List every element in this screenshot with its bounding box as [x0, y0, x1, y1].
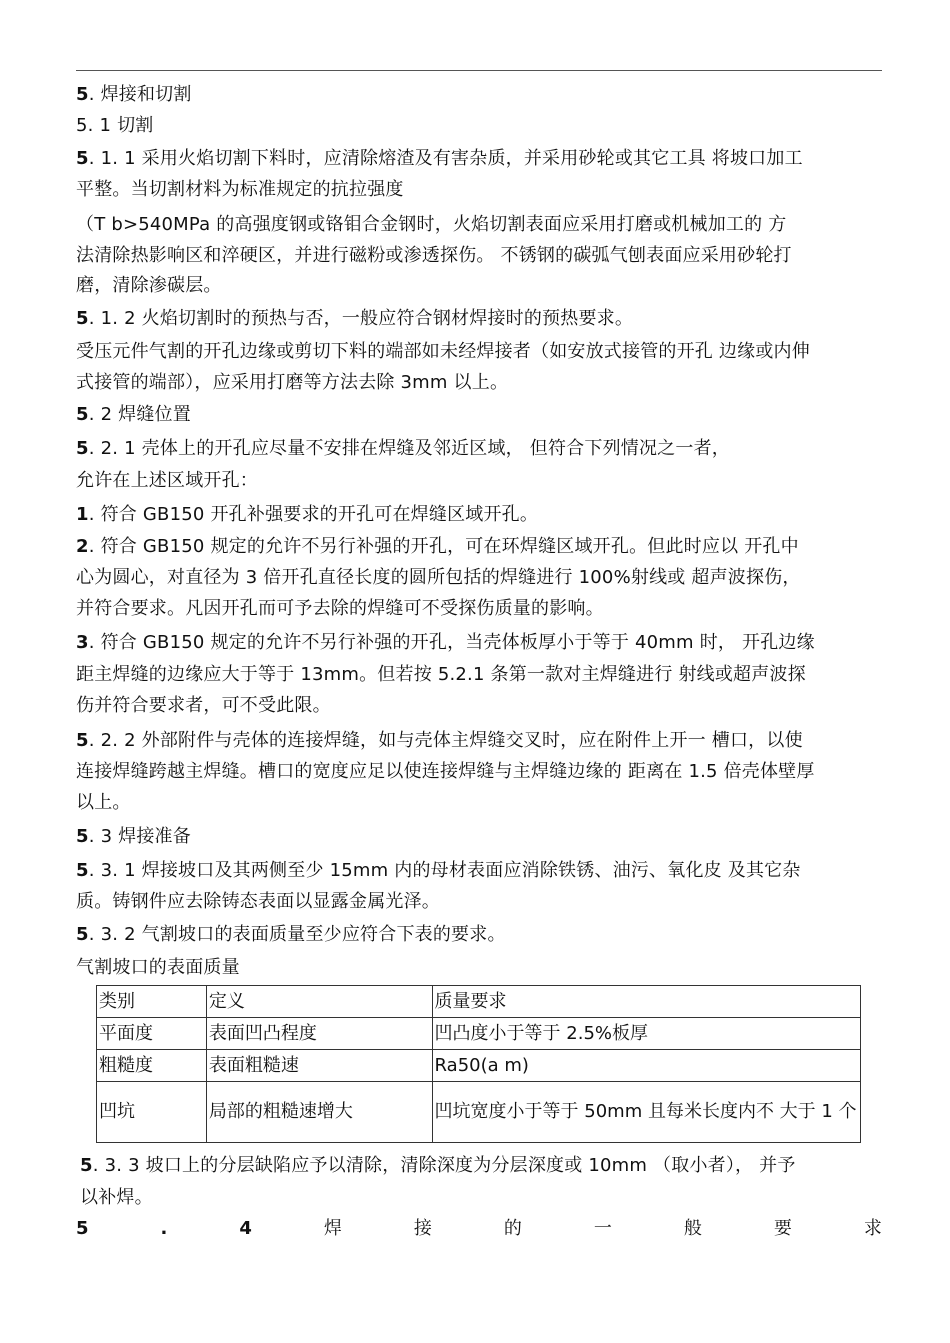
heading-char: 焊 — [323, 1218, 342, 1239]
cut-surface-quality-table — [96, 985, 861, 1143]
clause-5-1-1: 5. 1. 1 采用火焰切割下料时，应清除熔渣及有害杂质，并采用砂轮或其它工具 将坡口加工 — [76, 148, 803, 169]
heading-char: 般 — [683, 1218, 702, 1239]
text-line: 距主焊缝的边缘应大于等于 13mm。但若按 5.2.1 条第一款对主焊缝进行 射线或超声波探 — [76, 664, 806, 685]
clause-5-1-2: 5. 1. 2 火焰切割时的预热与否，一般应符合钢材焊接时的预热要求。 — [76, 308, 634, 329]
item-1: 1. 符合 GB150 开孔补强要求的开孔可在焊缝区域开孔。 — [76, 504, 539, 525]
clause-5-2-2: 5. 2. 2 外部附件与壳体的连接焊缝，如与壳体主焊缝交叉时，应在附件上开一 槽口，以使 — [76, 730, 803, 751]
heading-char: 一 — [593, 1218, 612, 1239]
heading-char: 的 — [503, 1218, 522, 1239]
table-cell: 平面度 — [97, 1018, 207, 1050]
text-line: 磨，清除渗碳层。 — [76, 275, 222, 296]
text-line: 质。铸钢件应去除铸态表面以显露金属光泽。 — [76, 891, 440, 912]
table-cell: 粗糙度 — [97, 1050, 207, 1082]
text-line: 连接焊缝跨越主焊缝。槽口的宽度应足以使连接焊缝与主焊缝边缘的 距离在 1.5 倍壳体壁厚 — [76, 761, 815, 782]
heading-char: 求 — [863, 1218, 882, 1239]
text-line: 以补焊。 — [80, 1187, 153, 1208]
heading-5-3: 5. 3 焊接准备 — [76, 826, 191, 847]
text-line: 心为圆心，对直径为 3 倍开孔直径长度的圆所包括的焊缝进行 100%射线或 超声波探伤， — [76, 567, 801, 588]
table-cell: 表面粗糙速 — [206, 1050, 432, 1082]
item-3: 3. 符合 GB150 规定的允许不另行补强的开孔，当壳体板厚小于等于 40mm 时， 开孔边缘 — [76, 632, 815, 653]
table-row — [97, 1050, 861, 1082]
text-line: 并符合要求。凡因开孔而可予去除的焊缝可不受探伤质量的影响。 — [76, 598, 604, 619]
heading-5-2: 5. 2 焊缝位置 — [76, 404, 191, 425]
text-line: （T b>540MPa 的高强度钢或铬钼合金钢时，火焰切割表面应采用打磨或机械加工的 方 — [76, 214, 787, 235]
heading-char: 要 — [773, 1218, 792, 1239]
text-line: 平整。当切割材料为标准规定的抗拉强度 — [76, 179, 404, 200]
text-line: 法清除热影响区和淬硬区，并进行磁粉或渗透探伤。 不锈钢的碳弧气刨表面应采用砂轮打 — [76, 245, 792, 266]
table-caption: 气割坡口的表面质量 — [76, 957, 240, 978]
clause-5-3-1: 5. 3. 1 焊接坡口及其两侧至少 15mm 内的母材表面应消除铁锈、油污、氧化皮 及其它杂 — [76, 860, 801, 881]
text-line: 受压元件气割的开孔边缘或剪切下料的端部如未经焊接者（如安放式接管的开孔 边缘或内伸 — [76, 341, 810, 362]
clause-5-3-2: 5. 3. 2 气割坡口的表面质量至少应符合下表的要求。 — [76, 924, 506, 945]
table-row — [97, 1082, 861, 1143]
header-rule — [76, 70, 882, 71]
table-row — [97, 1018, 861, 1050]
heading-5-4 — [76, 1216, 882, 1242]
heading-5: 5. 焊接和切割 — [76, 84, 192, 105]
heading-5-1: 5. 1 切割 — [76, 115, 154, 136]
table-cell: 凹坑 — [97, 1082, 207, 1143]
clause-5-3-3: 5. 3. 3 坡口上的分层缺陷应予以清除，清除深度为分层深度或 10mm （取小者）， 并予 — [80, 1155, 796, 1176]
table-cell: 凹坑宽度小于等于 50mm 且每米长度内不 大于 1 个 — [432, 1082, 860, 1143]
item-2: 2. 符合 GB150 规定的允许不另行补强的开孔，可在环焊缝区域开孔。但此时应以 开孔中 — [76, 536, 799, 557]
table-header-row — [97, 986, 861, 1018]
table-header-cell: 质量要求 — [432, 986, 860, 1018]
text-line: 式接管的端部），应采用打磨等方法去除 3mm 以上。 — [76, 372, 509, 393]
heading-char: 接 — [413, 1218, 432, 1239]
text-line: 伤并符合要求者，可不受此限。 — [76, 695, 331, 716]
heading-char: . — [160, 1218, 168, 1239]
table-cell: Ra50(a m) — [432, 1050, 860, 1082]
table-cell: 表面凹凸程度 — [206, 1018, 432, 1050]
heading-char: 5 — [76, 1218, 89, 1239]
clause-5-2-1: 5. 2. 1 壳体上的开孔应尽量不安排在焊缝及邻近区域， 但符合下列情况之一者， — [76, 438, 730, 459]
text-line: 以上。 — [76, 792, 131, 813]
table-header-cell: 类别 — [97, 986, 207, 1018]
table-cell: 凹凸度小于等于 2.5%板厚 — [432, 1018, 860, 1050]
table-cell: 局部的粗糙速增大 — [206, 1082, 432, 1143]
table-header-cell: 定义 — [206, 986, 432, 1018]
text-line: 允许在上述区域开孔： — [76, 470, 258, 491]
heading-char: 4 — [239, 1218, 252, 1239]
